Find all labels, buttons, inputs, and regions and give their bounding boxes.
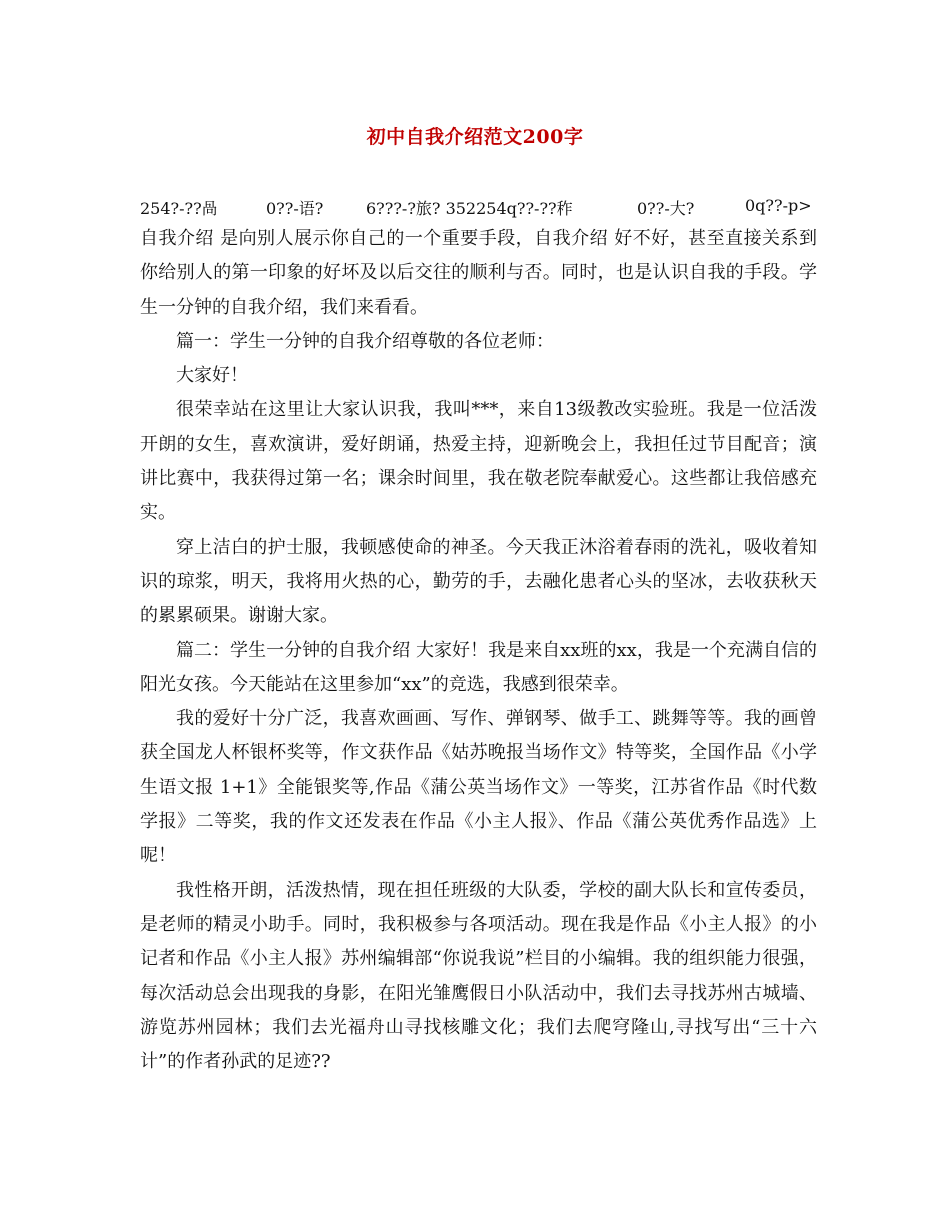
- paragraph: 很荣幸站在这里让大家认识我，我叫***，来自13级教改实验班。我是一位活泼开朗的女生，喜欢演讲，爱好朗诵，热爱主持，迎新晚会上，我担任过节目配音；演讲比赛中，我获得过第一名；课余时间里，我在敬老院奉献爱心。这些都让我倍感充实。: [140, 399, 817, 524]
- paragraph: 我的爱好十分广泛，我喜欢画画、写作、弹钢琴、做手工、跳舞等等。我的画曾获全国龙人杯银杯奖等，作文获作品《姑苏晚报当场作文》特等奖，全国作品《小学生语文报 1+1》全能银奖等,作品《蒲公英当场作文》一等奖，江苏省作品《时代数学报》二等奖，我的作文还发表在作品《小主人报》、作品《蒲公英优秀作品选》上呢！: [140, 708, 817, 867]
- paragraph: 穿上洁白的护士服，我顿感使命的神圣。今天我正沐浴着春雨的洗礼，吸收着知识的琼浆，明天，我将用火热的心，勤劳的手，去融化患者心头的坚冰，去收获秋天的累累硕果。谢谢大家。: [140, 536, 817, 627]
- garbled-segment: 254?-??咼: [140, 199, 218, 218]
- paragraph-part-one-heading: 篇一：学生一分钟的自我介绍尊敬的各位老师：: [176, 330, 554, 352]
- garbled-text-line: [140, 196, 820, 218]
- paragraph-greeting: 大家好！: [176, 365, 248, 387]
- document-title: 初中自我介绍范文200字: [366, 126, 584, 148]
- paragraph-intro: 自我介绍 是向别人展示你自己的一个重要手段，自我介绍 好不好，甚至直接关系到你给别人的第一印象的好坏及以后交往的顺利与否。同时，也是认识自我的手段。学生一分钟的自我介绍，我们来看看。: [140, 228, 817, 318]
- garbled-segment: 0q??-p>: [745, 196, 812, 215]
- garbled-segment: 6???-?旅? 352254q??-??秨: [366, 199, 573, 218]
- paragraph: 我性格开朗，活泼热情，现在担任班级的大队委，学校的副大队长和宣传委员，是老师的精灵小助手。同时，我积极参与各项活动。现在我是作品《小主人报》的小记者和作品《小主人报》苏州编辑部“你说我说”栏目的小编辑。我的组织能力很强，每次活动总会出现我的身影，在阳光雏鹰假日小队活动中，我们去寻找苏州古城墙、游览苏州园林；我们去光福舟山寻找核雕文化；我们去爬穹隆山,寻找写出“三十六计”的作者孙武的足迹??: [140, 879, 817, 1073]
- garbled-segment: 0??-大?: [637, 199, 695, 218]
- document-body: [140, 222, 817, 1079]
- paragraph-part-two-heading: 篇二：学生一分钟的自我介绍 大家好！我是来自xx班的xx，我是一个充满自信的阳光女孩。今天能站在这里参加“xx”的竞选，我感到很荣幸。: [140, 639, 817, 695]
- garbled-segment: 0??-语?: [266, 199, 324, 218]
